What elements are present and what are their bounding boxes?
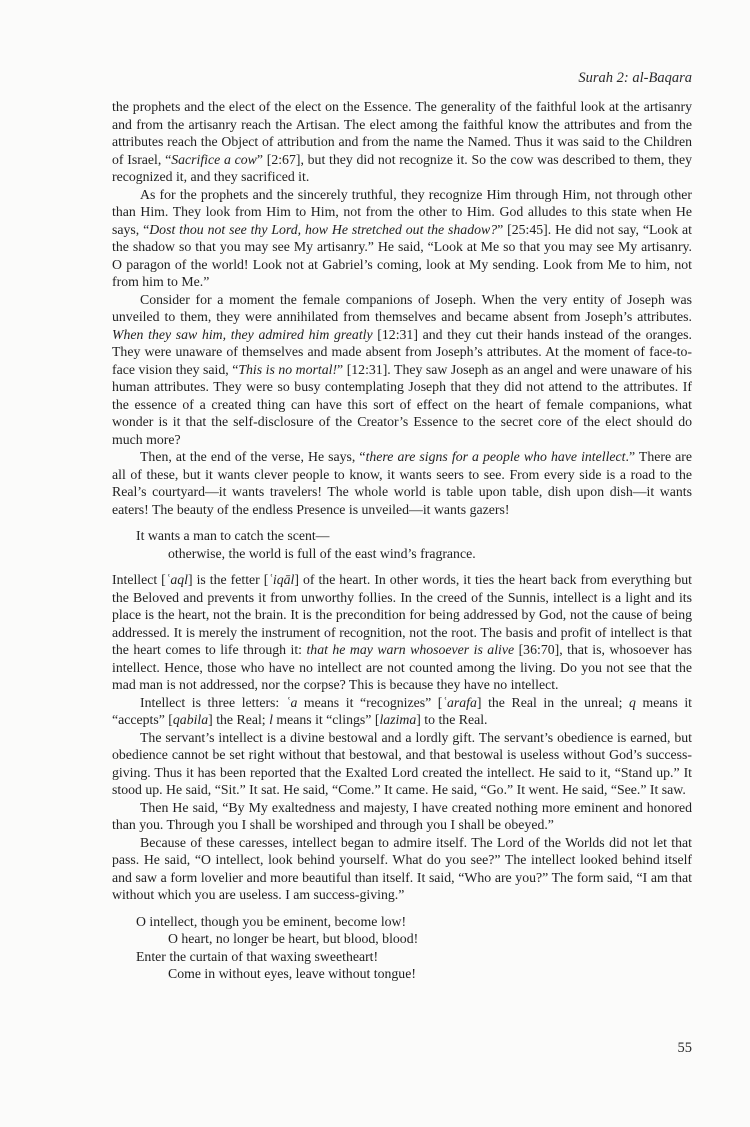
italic-run: This is no mortal! [238, 361, 338, 377]
paragraph [112, 729, 692, 799]
italic-run: Sacrifice a cow [171, 151, 257, 167]
verse-block [112, 913, 692, 983]
verse-line: otherwise, the world is full of the east wind’s fragrance. [168, 545, 476, 561]
italic-run: When they saw him, they admired him greatly [112, 326, 373, 342]
text-run: the prophets and the elect of the elect on the Essence. The generality of the faithful look at the artisanry and from the artisanry reach the Artisan. The elect among the faithful know the attributes and from the attributes reach the Object of attribution and from the name the Named. Thus it was said to the Children of Israel, “ [112, 99, 692, 167]
text-run: ] the Real; [208, 712, 270, 727]
paragraph [112, 98, 692, 186]
verse-line: It wants a man to catch the scent— [136, 528, 330, 543]
text-run: ] the Real in the unreal; [476, 694, 630, 710]
text-run: Then He said, “By My exaltedness and majesty, I have created nothing more eminent and honored than you. Through you I shall be worshiped and through you I shall be obeyed.” [112, 799, 692, 832]
text-run: Intellect [ [112, 572, 166, 587]
italic-run: that he may warn whosoever is alive [306, 642, 515, 657]
text-run: As for the prophets and the sincerely truthful, they recognize Him through Him, not through other than Him. They look from Him to Him, not from the other to Him. God alludes to this state when He says, “ [112, 186, 692, 237]
verse-block [112, 527, 692, 562]
text-run: .” There are all of these, but it wants clever people to know, it wants seers to see. From every side is a road to the Real’s courtyard—it wants travelers! The whole world is table upon table, dish upon dish—it wants eaters! The beauty of the endless Presence is unveiled—it wants gazers! [112, 449, 693, 517]
text-run: The servant’s intellect is a divine bestowal and a lordly gift. The servant’s obedience is earned, but obedience cannot be set right without that bestowal, and that bestowal is useless without God’s success-giving. Thus it has been reported that the Exalted Lord created the intellect. He said to it, “Stand up.” It stood up. He said, “Sit.” It sat. He said, “Come.” It came. He said, “Go.” It went. He said, “See.” It saw. [112, 729, 692, 797]
paragraph [112, 799, 692, 834]
paragraph [112, 186, 692, 291]
running-header: Surah 2: al-Baqara [578, 70, 692, 86]
text-run: ” [12:31]. They saw Joseph as an angel and were unaware of his human attributes. They were so busy contemplating Joseph that they did not attend to the attributes. If the essence of a created thing can have this sort of effect on the heart of female companions, what wonder is it that the self-disclosure of the Creator’s Essence to the secret core of the elect should do much more? [112, 361, 692, 447]
text-run: Consider for a moment the female companions of Joseph. When the very entity of Joseph was unveiled to them, they were annihilated from themselves and became absent from Joseph’s attributes. [112, 291, 692, 324]
text-run: ” [2:67], but they did not recognize it. So the cow was described to them, they recognized it, and they sacrificed it. [112, 151, 692, 184]
paragraph [112, 571, 692, 694]
text-run: Then, at the end of the verse, He says, “ [140, 449, 366, 464]
verse-line: O heart, no longer be heart, but blood, blood! [168, 931, 419, 946]
paragraph [112, 694, 692, 729]
text-run: means it “recognizes” [ [297, 694, 443, 710]
italic-run: q [629, 694, 636, 710]
italic-run: ʿiqāl [268, 572, 295, 587]
text-run: Intellect is three letters: [140, 694, 286, 710]
italic-run: ʿaql [165, 572, 189, 587]
italic-run: l [269, 712, 273, 727]
verse-line: O intellect, though you be eminent, become low! [136, 913, 407, 929]
verse-line: Enter the curtain of that waxing sweetheart! [136, 948, 379, 964]
verse-line: Come in without eyes, leave without tongue! [168, 966, 416, 981]
text-run: ] of the heart. In other words, it ties the heart back from everything but the Beloved and prevents it from unworthy follies. In the creed of the Sunnis, intellect is a light and its place is the heart, not the brain. It is the precondition for being addressed by God, not the cause of being addressed. It is merely the instrument of recognition, not the root. The basis and profit of intellect is that the heart comes to life through it: [112, 572, 692, 657]
text-run: [36:70], that is, whosoever has intellect. Hence, those who have no intellect are not counted among the living. Do you not see that the mad man is not addressed, nor the corpse? This is because they have no intellect. [112, 642, 693, 692]
paragraph [112, 834, 692, 904]
italic-run: there are signs for a people who have intellect [365, 449, 626, 464]
text-run: means it “accepts” [ [112, 694, 692, 727]
text-run: means it “clings” [ [272, 712, 380, 727]
italic-run: ʿa [285, 694, 298, 710]
text-run: [12:31] and they cut their hands instead of the oranges. They were unaware of themselves and made absent from Joseph’s attributes. At the moment of face-to-face vision they said, “ [112, 326, 692, 377]
paragraph [112, 448, 692, 518]
italic-run: Dost thou not see thy Lord, how He stretched out the shadow? [149, 221, 498, 237]
italic-run: lazima [379, 712, 417, 727]
text-run: ] is the fetter [ [188, 572, 269, 587]
page-number: 55 [677, 1040, 692, 1056]
text-run: ] to the Real. [416, 712, 488, 727]
paragraph [112, 291, 692, 449]
body-text [112, 98, 692, 992]
text-run: Because of these caresses, intellect began to admire itself. The Lord of the Worlds did not let that pass. He said, “O intellect, look behind yourself. What do you see?” The intellect looked behind itself and saw a form lovelier and more beautiful than itself. It said, “Who are you?” The form said, “I am that without which you are useless. I am success-giving.” [112, 834, 692, 902]
text-run: ” [25:45]. He did not say, “Look at the shadow so that you may see My artisanry.” He said, “Look at Me so that you may see My artisanry. O paragon of the world! Look not at Gabriel’s coming, look at My sending. Look from Me to him, not from him to Me.” [112, 221, 692, 289]
italic-run: ʿarafa [442, 694, 477, 710]
italic-run: qabila [172, 712, 209, 727]
